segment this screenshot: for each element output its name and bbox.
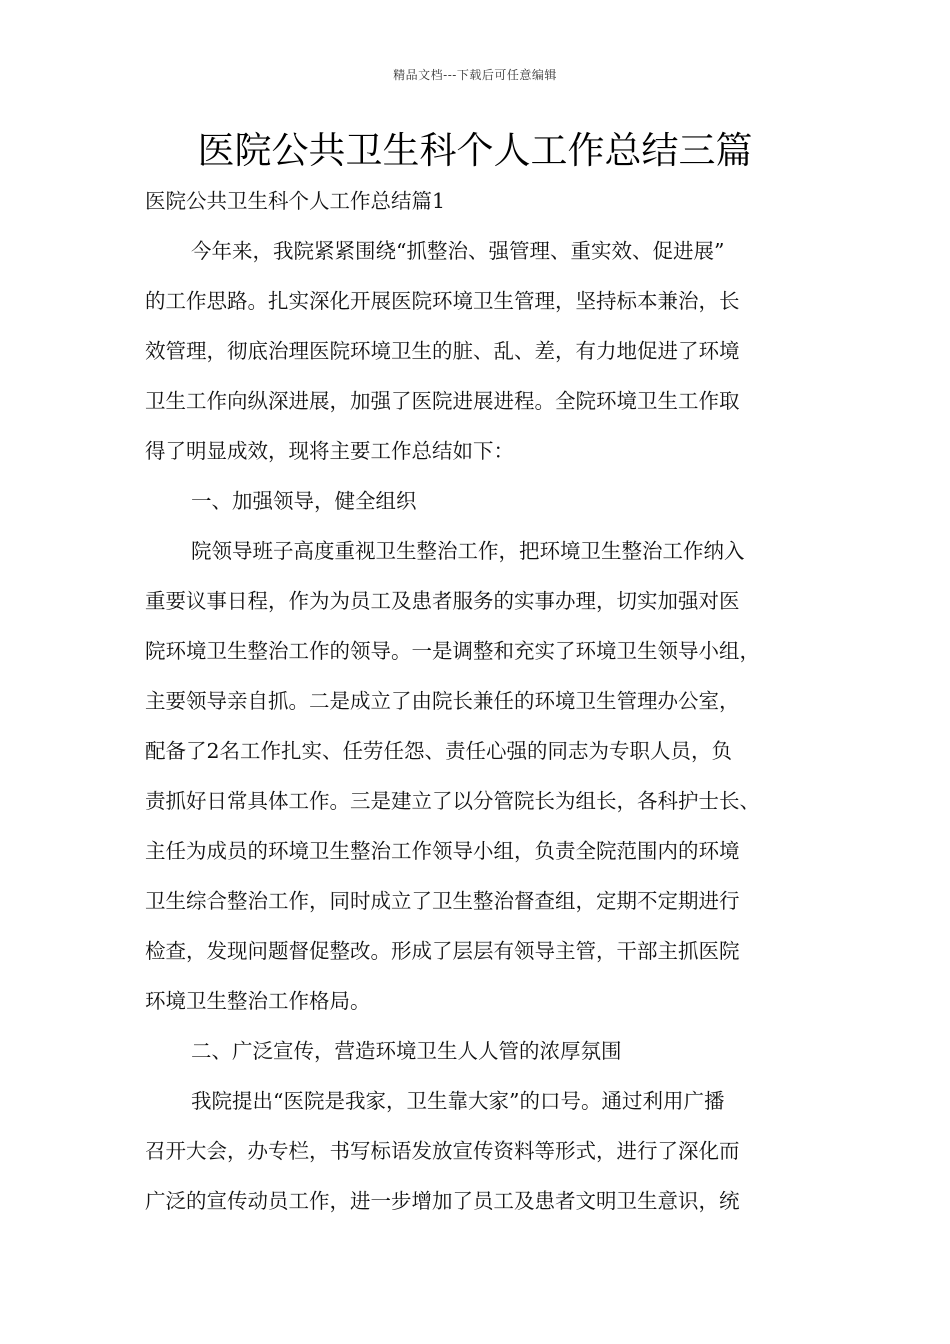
- text-line: 我院提出“医院是我家，卫生靠大家”的口号。通过利用广播: [191, 1089, 725, 1113]
- text-line: 广泛的宣传动员工作，进一步增加了员工及患者文明卫生意识，统: [145, 1189, 740, 1213]
- text-line: 医院公共卫生科个人工作总结篇1: [145, 189, 446, 213]
- text-line: 的工作思路。扎实深化开展医院环境卫生管理，坚持标本兼治，长: [145, 289, 740, 313]
- document-body: [145, 187, 809, 1237]
- document-title: 医院公共卫生科个人工作总结三篇: [197, 129, 753, 172]
- text-line: 院领导班子高度重视卫生整治工作，把环境卫生整治工作纳入: [191, 539, 745, 563]
- text-line: 主任为成员的环境卫生整治工作领导小组，负责全院范围内的环境: [145, 839, 740, 863]
- text-line: 环境卫生整治工作格局。: [145, 989, 371, 1013]
- text-line: 重要议事日程，作为为员工及患者服务的实事办理，切实加强对医: [145, 589, 740, 613]
- text-line: 卫生工作向纵深进展，加强了医院进展进程。全院环境卫生工作取: [145, 389, 740, 413]
- text-line: 配备了2名工作扎实、任劳任怨、责任心强的同志为专职人员，负: [145, 739, 733, 763]
- text-line: 责抓好日常具体工作。三是建立了以分管院长为组长，各科护士长、: [145, 789, 760, 813]
- text-line: 主要领导亲自抓。二是成立了由院长兼任的环境卫生管理办公室，: [145, 689, 740, 713]
- page-header-note: 精品文档---下载后可任意编辑: [393, 68, 557, 82]
- text-line: 二、广泛宣传，营造环境卫生人人管的浓厚氛围: [191, 1039, 622, 1063]
- text-line: 召开大会，办专栏，书写标语发放宣传资料等形式，进行了深化而: [145, 1139, 740, 1163]
- text-line: 今年来，我院紧紧围绕“抓整治、强管理、重实效、促进展”: [191, 239, 725, 263]
- text-line: 检查，发现问题督促整改。形成了层层有领导主管，干部主抓医院: [145, 939, 740, 963]
- text-line: 院环境卫生整治工作的领导。一是调整和充实了环境卫生领导小组，: [145, 639, 760, 663]
- text-line: 得了明显成效，现将主要工作总结如下：: [145, 439, 514, 463]
- text-line: 一、加强领导，健全组织: [191, 489, 417, 513]
- text-line: 效管理，彻底治理医院环境卫生的脏、乱、差，有力地促进了环境: [145, 339, 740, 363]
- text-line: 卫生综合整治工作，同时成立了卫生整治督查组，定期不定期进行: [145, 889, 740, 913]
